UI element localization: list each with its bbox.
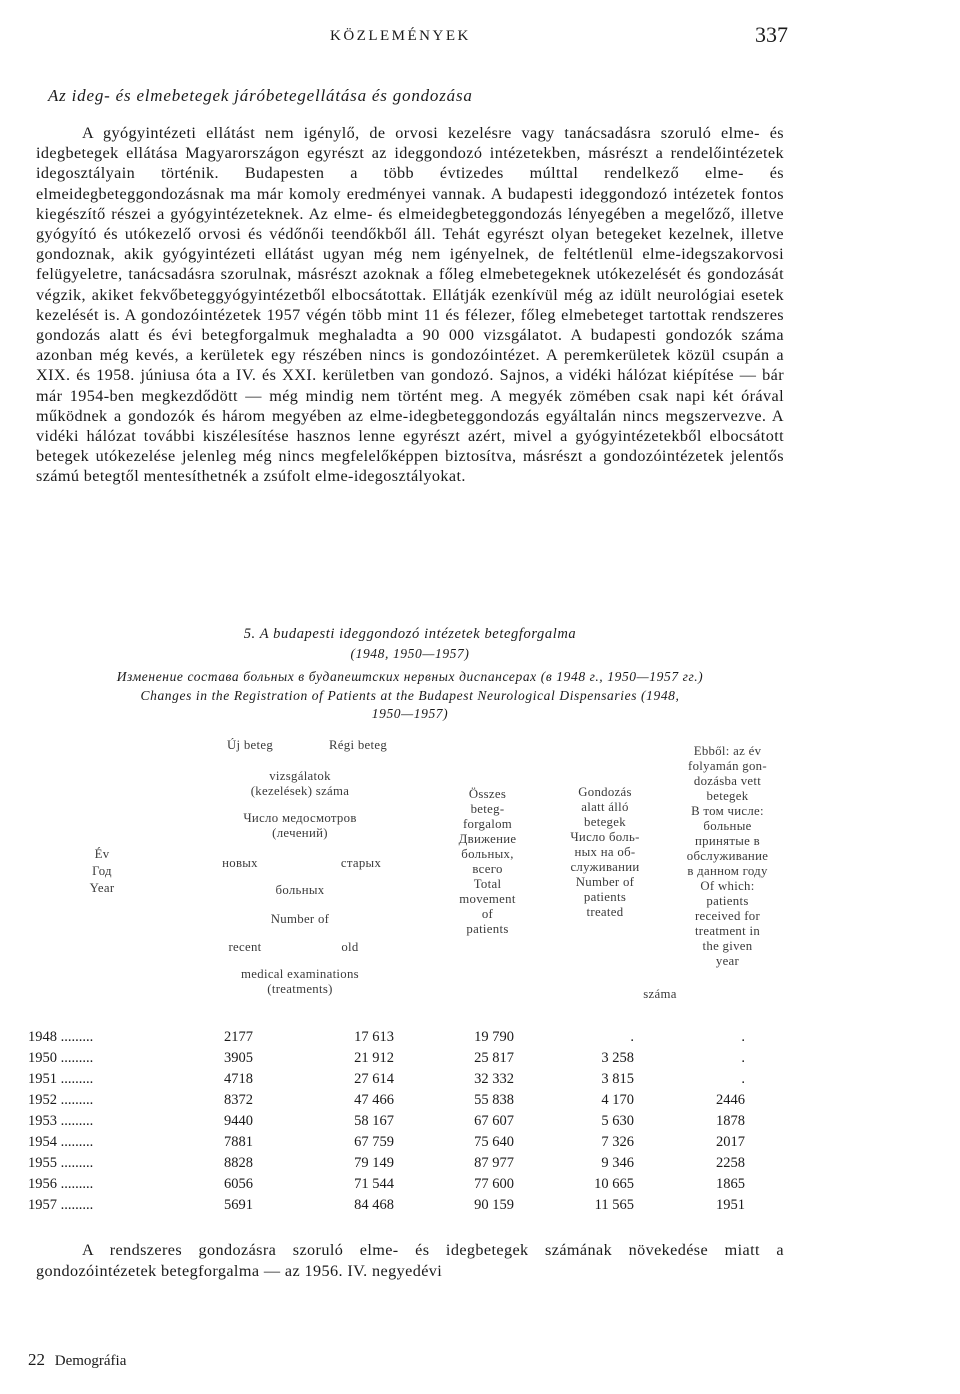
cell-year: 1956 ......... xyxy=(28,1176,94,1192)
cell-old: 79 149 xyxy=(354,1155,394,1171)
table-caption-en: Changes in the Registration of Patients at the Budapest Neurological Dispensaries (1948, xyxy=(140,688,680,703)
header-new-patient: Új beteg xyxy=(226,738,274,752)
cell-new: 3905 xyxy=(224,1050,253,1066)
cell-total: 90 159 xyxy=(474,1197,514,1213)
header-care-line: Число боль- xyxy=(570,830,640,844)
header-received-line: received for xyxy=(694,909,761,923)
cell-under-care: 4 170 xyxy=(601,1092,634,1108)
cell-new: 8828 xyxy=(224,1155,253,1171)
signature-mark xyxy=(28,1350,126,1370)
cell-new: 4718 xyxy=(224,1071,253,1087)
cell-new: 5691 xyxy=(224,1197,253,1213)
cell-received: . xyxy=(741,1050,745,1066)
cell-under-care: 3 258 xyxy=(601,1050,634,1066)
cell-under-care: 11 565 xyxy=(594,1197,634,1213)
header-total-line: всего xyxy=(472,862,503,876)
header-received-line: dozásba vett xyxy=(693,774,762,788)
table-row xyxy=(0,1113,960,1135)
header-year-hu: Év xyxy=(94,847,110,861)
cell-year: 1954 ......... xyxy=(28,1134,94,1150)
cell-received: 2017 xyxy=(716,1134,745,1150)
header-number-of: Number of xyxy=(270,912,330,926)
table-caption-hu-years: (1948, 1950—1957) xyxy=(350,646,470,661)
header-received-line: в данном году xyxy=(687,864,768,878)
header-under-care xyxy=(555,785,655,920)
table-row xyxy=(0,1050,960,1072)
header-total-line: beteg- xyxy=(470,802,505,816)
header-total-line: patients xyxy=(466,922,509,936)
cell-year: 1951 ......... xyxy=(28,1071,94,1087)
cell-old: 21 912 xyxy=(354,1050,394,1066)
table-row xyxy=(0,1071,960,1093)
cell-old: 27 614 xyxy=(354,1071,394,1087)
cell-new: 7881 xyxy=(224,1134,253,1150)
header-total-line: of xyxy=(481,907,494,921)
header-received-line: Of which: xyxy=(700,879,755,893)
cell-new: 8372 xyxy=(224,1092,253,1108)
cell-old: 67 759 xyxy=(354,1134,394,1150)
header-received-line: the given xyxy=(702,939,753,953)
header-care-line: ных на об- xyxy=(574,845,636,859)
header-received-line: В том числе: xyxy=(691,804,764,818)
header-received-line: принятые в xyxy=(695,834,760,848)
header-szama: száma xyxy=(643,987,677,1001)
header-exams-en-2: (treatments) xyxy=(267,982,333,996)
header-care-line: Number of xyxy=(575,875,635,889)
signature-text: Demográfia xyxy=(54,1353,127,1369)
cell-old: 71 544 xyxy=(354,1176,394,1192)
cell-total: 32 332 xyxy=(474,1071,514,1087)
table-row xyxy=(0,1197,960,1219)
header-exams-hu-2: (kezelések) száma xyxy=(250,784,350,798)
cell-old: 84 468 xyxy=(354,1197,394,1213)
header-recent: recent xyxy=(228,940,262,954)
header-exams-en-1: medical examinations xyxy=(241,967,359,981)
cell-year: 1957 ......... xyxy=(28,1197,94,1213)
header-year-ru: Год xyxy=(92,864,112,878)
cell-under-care: 5 630 xyxy=(601,1113,634,1129)
header-exams-ru-2: (лечений) xyxy=(272,826,328,840)
header-received-line: betegek xyxy=(706,789,749,803)
body-paragraph xyxy=(36,123,784,487)
cell-year: 1948 ......... xyxy=(28,1029,94,1045)
header-new-ru: новых xyxy=(222,856,258,870)
running-title: KÖZLEMÉNYEK xyxy=(330,28,471,44)
closing-paragraph-text: A rendszeres gondozásra szoruló elme- és idegbetegek számának növekedése miatt a gondozóintézetek betegforgalma — az 1956. IV. negyedévi xyxy=(36,1241,784,1280)
table-row xyxy=(0,1176,960,1198)
cell-received: 1951 xyxy=(716,1197,745,1213)
cell-total: 55 838 xyxy=(474,1092,514,1108)
cell-total: 77 600 xyxy=(474,1176,514,1192)
table-caption-en-years: 1950—1957) xyxy=(371,706,449,721)
cell-total: 87 977 xyxy=(474,1155,514,1171)
header-year-en: Year xyxy=(89,881,115,895)
header-care-line: alatt álló xyxy=(581,800,629,814)
table-caption-hu: 5. A budapesti ideggondozó intézetek betegforgalma xyxy=(243,626,577,642)
header-received-line: folyamán gon- xyxy=(688,759,767,773)
header-received-line: больные xyxy=(703,819,752,833)
cell-received: . xyxy=(741,1029,745,1045)
header-patients-ru: больных xyxy=(275,883,325,897)
table-row xyxy=(0,1134,960,1156)
section-title: Az ideg- és elmebetegek járóbetegellátása és gondozása xyxy=(48,86,473,105)
cell-year: 1955 ......... xyxy=(28,1155,94,1171)
signature-number: 22 xyxy=(28,1350,45,1369)
header-received-line: year xyxy=(715,954,740,968)
cell-received: 2446 xyxy=(716,1092,745,1108)
header-exams-hu xyxy=(200,769,400,799)
cell-new: 9440 xyxy=(224,1113,253,1129)
header-care-line: служивании xyxy=(570,860,640,874)
header-total-line: forgalom xyxy=(462,817,513,831)
header-care-line: betegek xyxy=(584,815,626,829)
header-total-line: Total xyxy=(473,877,502,891)
header-total-line: Движение xyxy=(458,832,517,846)
header-care-line: treated xyxy=(586,905,624,919)
cell-new: 2177 xyxy=(224,1029,253,1045)
cell-total: 75 640 xyxy=(474,1134,514,1150)
header-old-patient: Régi beteg xyxy=(328,738,388,752)
header-received-line: treatment in xyxy=(694,924,761,938)
cell-old: 47 466 xyxy=(354,1092,394,1108)
table-caption-ru: Изменение состава больных в будапештских нервных диспансерах (в 1948 г., 1950—1957 гг.) xyxy=(116,669,704,684)
cell-old: 58 167 xyxy=(354,1113,394,1129)
cell-total: 67 607 xyxy=(474,1113,514,1129)
header-care-line: Gondozás xyxy=(578,785,632,799)
cell-received: 1878 xyxy=(716,1113,745,1129)
header-exams-hu-1: vizsgálatok xyxy=(269,769,331,783)
cell-under-care: 7 326 xyxy=(601,1134,634,1150)
page-number: 337 xyxy=(755,22,788,47)
cell-total: 19 790 xyxy=(474,1029,514,1045)
cell-under-care: . xyxy=(630,1029,634,1045)
cell-under-care: 3 815 xyxy=(601,1071,634,1087)
cell-old: 17 613 xyxy=(354,1029,394,1045)
cell-received: 1865 xyxy=(716,1176,745,1192)
cell-total: 25 817 xyxy=(474,1050,514,1066)
cell-new: 6056 xyxy=(224,1176,253,1192)
cell-received: . xyxy=(741,1071,745,1087)
header-total-line: больных, xyxy=(461,847,514,861)
cell-received: 2258 xyxy=(716,1155,745,1171)
header-care-line: patients xyxy=(583,890,627,904)
cell-year: 1952 ......... xyxy=(28,1092,94,1108)
running-head xyxy=(0,22,960,52)
header-year xyxy=(72,846,132,897)
cell-year: 1953 ......... xyxy=(28,1113,94,1129)
closing-paragraph xyxy=(36,1240,784,1281)
table-row xyxy=(0,1155,960,1177)
header-exams-en xyxy=(200,967,400,997)
header-old-en: old xyxy=(341,940,359,954)
header-exams-ru-1: Число медосмотров xyxy=(243,811,357,825)
body-paragraph-text: A gyógyintézeti ellátást nem igénylő, de orvosi kezelésre vagy tanácsadásra szoruló elme- és idegbetegek ellátása Magyarországon egyrészt az ideggondozó intézetekben, másrészt a rendelőintézetek idegosztályain történik. Budapesten a több évtizedes múlttal rendelkező elme- és elmeidegbeteggondozásnak ma már komoly eredményei vannak. A budapesti ideggondozó intézetek fontos kiegészítő részei a gyógyintézeteknek. Az elme- és elmeidegbeteggondozás lényegében a megelőző, illetve gyógyító és utókezelő orvosi és védőnői teendőkből áll. Tehát egyrészt olyan betegeket kezelnek, illetve gondoznak, akik gyógyintézeti ellátást ugyan még nem igényelnek, de feltétlenül elme-idegszakorvosi felügyeletre, tanácsadásra szorulnak, másrészt azoknak a főleg elmebetegeknek utókezelését és gondozását végzik, akiket fekvőbeteggyógyintézetből elbocsátottak. Ellátják ezenkívül még az idült neurológiai esetek kezelését is. A gondozóintézetek 1957 végén több mint 11 és félezer, főleg elmebeteget tartottak rendszeres gondozás alatt és évi betegforgalmuk meghaladta a 90 000 vizsgálatot. A budapesti gondozók száma azonban még kevés, a kerületek egy részében nincs is gondozóintézet. A peremkerületek közül csupán a XIX. és 1958. júniusa óta a IV. és XXI. kerületben van gondozó. Sajnos, a vidéki hálózat kiépítése — bár már 1954-ben megkezdődött — még mindig nem történt meg. A megyék zömében csak napi két órával működnek a gondozók és három megyében az elme-idegbeteggondozás egyáltalán nincs megszervezve. A vidéki hálózat további kiszélesítése hasznos lenne egyrészt azért, mivel a gyógyintézetekből elbocsátott betegek utókezelése jelenleg még nincs megfelelőképpen biztosítva, másrészt a gondozóintézetek jelentős számú betegtől mentesíthetnék a zsúfolt elme-idegosztályokat. xyxy=(36,124,784,486)
cell-under-care: 9 346 xyxy=(601,1155,634,1171)
header-exams-ru xyxy=(200,811,400,841)
header-total xyxy=(430,787,545,937)
cell-under-care: 10 665 xyxy=(594,1176,634,1192)
header-received-line: patients xyxy=(706,894,749,908)
header-total-line: movement xyxy=(459,892,516,906)
table-row xyxy=(0,1029,960,1051)
cell-year: 1950 ......... xyxy=(28,1050,94,1066)
header-old-ru: старых xyxy=(340,856,382,870)
header-total-line: Összes xyxy=(468,787,507,801)
header-received-line: обслуживание xyxy=(686,849,769,863)
header-received-line: Ebből: az év xyxy=(693,744,762,758)
table-row xyxy=(0,1092,960,1114)
header-received xyxy=(665,744,790,969)
